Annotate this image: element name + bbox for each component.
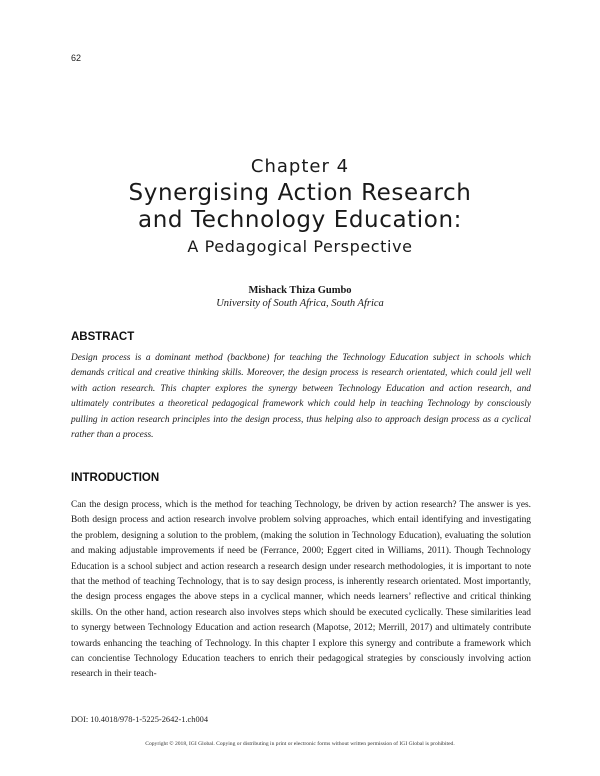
copyright-notice: Copyright © 2018, IGI Global. Copying or distributing in print or electronic forms without written permission of IGI Global is prohibited. [145, 741, 455, 747]
abstract-heading: ABSTRACT [71, 331, 135, 343]
page-number: 62 [71, 53, 82, 63]
chapter-title [0, 180, 600, 234]
author-name: Mishack Thiza Gumbo [248, 285, 352, 296]
chapter-subtitle: A Pedagogical Perspective [187, 237, 413, 256]
author-affiliation: University of South Africa, South Africa [216, 298, 384, 309]
introduction-heading: INTRODUCTION [71, 472, 160, 484]
chapter-title-line-1: Synergising Action Research [128, 180, 472, 206]
abstract-text: Design process is a dominant method (backbone) for teaching the Technology Education subject in schools which demands critical and creative thinking skills. Moreover, the design process is research orientated, which could jell well with action research. This chapter explores the synergy between Technology Education and action research, and ultimately contributes a theoretical pedagogical framework which could help in teaching Technology by consciously pulling in action research principles into the design process, thus helping also to approach design process as a cyclical rather than a process. [71, 353, 531, 441]
chapter-title-line-2: and Technology Education: [138, 207, 462, 233]
doi-line: DOI: 10.4018/978-1-5225-2642-1.ch004 [71, 715, 209, 724]
introduction-text: Can the design process, which is the method for teaching Technology, be driven by action research? The answer is yes. Both design process and action research involve problem solving approaches, which entail identifying and investigating the problem, designing a solution to the problem, (making the solution in Technology Education), evaluating the solution and making adjustable improvements if need be (Ferrance, 2000; Eggert cited in Williams, 2011). Though Technology Education is a school subject and action research a research design under research methodologies, it is important to note that the method of teaching Technology, that is to say design process, is inherently research orientated. Most importantly, the design process engages the above steps in a cyclical manner, which needs learners’ reflective and critical thinking skills. On the other hand, action research also involves steps which should be executed cyclically. These similarities lead to synergy between Technology Education and action research (Mapotse, 2012; Merrill, 2017) and ultimately contribute towards enhancing the teaching of Technology. In this chapter I explore this synergy and contribute a framework which can concientise Technology Education teachers to enrich their pedagogical strategies by consciously involving action research in their teach- [71, 500, 531, 680]
chapter-label: Chapter 4 [250, 156, 350, 177]
